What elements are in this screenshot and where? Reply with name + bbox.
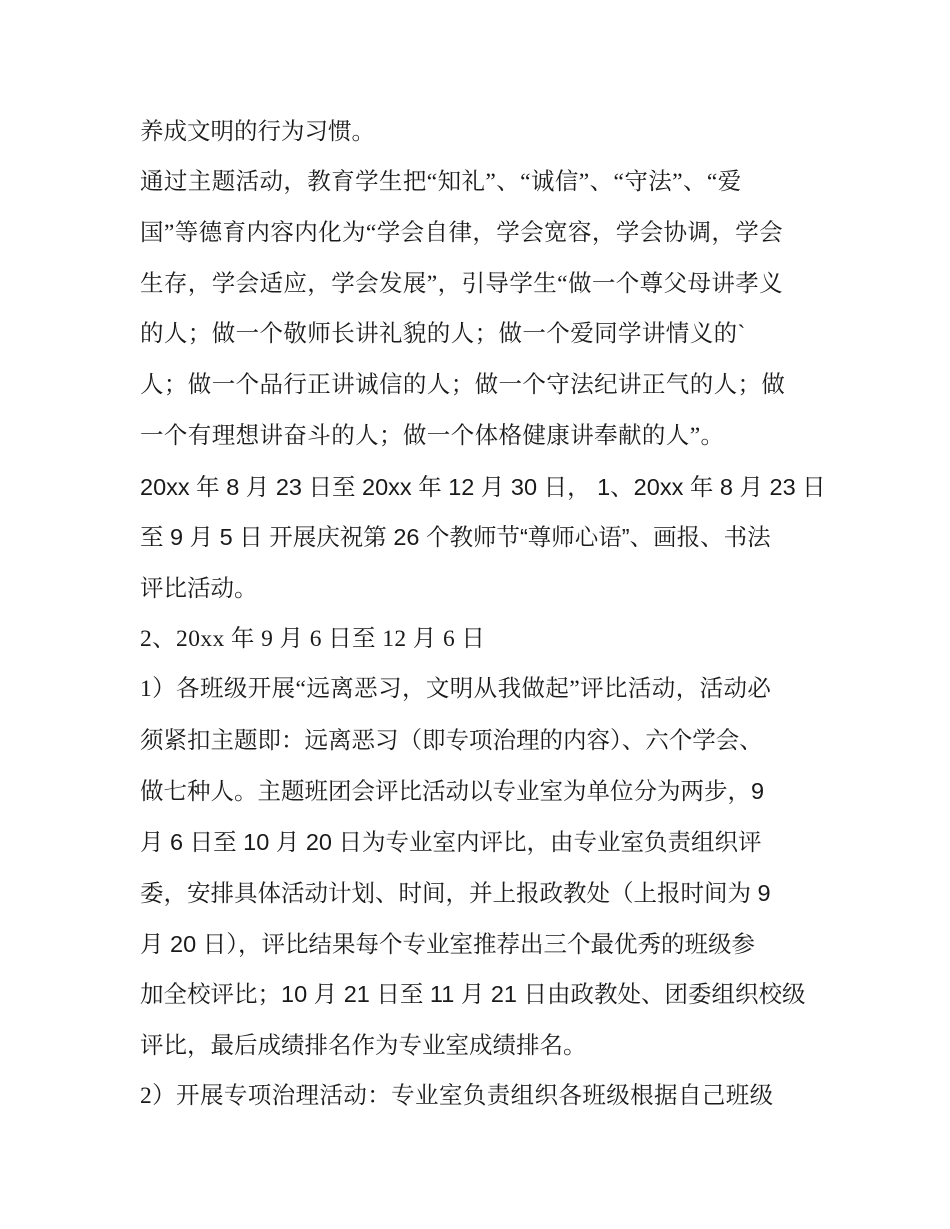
text-line: 委，安排具体活动计划、时间，并上报政教处（上报时间为 9 <box>140 880 771 906</box>
text-line: 2）开展专项治理活动：专业室负责组织各班级根据自己班级 <box>140 1083 774 1109</box>
text-line: 1）各班级开展“远离恶习，文明从我做起”评比活动，活动必 <box>140 676 772 702</box>
text-line: 一个有理想讲奋斗的人；做一个体格健康讲奉献的人”。 <box>140 423 725 449</box>
text-line: 国”等德育内容内化为“学会自律，学会宽容，学会协调，学会 <box>140 220 784 246</box>
text-line: 至 9 月 5 日 开展庆祝第 26 个教师节“尊师心语”、画报、书法 <box>140 524 771 550</box>
text-line: 的人；做一个敬师长讲礼貌的人；做一个爱同学讲情义的` <box>140 321 746 347</box>
text-line: 月 6 日至 10 月 20 日为专业室内评比，由专业室负责组织评 <box>140 829 762 855</box>
text-line: 2、20xx 年 9 月 6 日至 12 月 6 日 <box>140 626 486 652</box>
text-line: 养成文明的行为习惯。 <box>140 118 375 144</box>
text-line: 人；做一个品行正讲诚信的人；做一个守法纪讲正气的人；做 <box>140 372 786 398</box>
text-line: 通过主题活动，教育学生把“知礼”、“诚信”、“守法”、“爱 <box>140 169 742 195</box>
text-line: 月 20 日），评比结果每个专业室推荐出三个最优秀的班级参 <box>140 931 755 957</box>
text-line: 20xx 年 8 月 23 日至 20xx 年 12 月 30 日， 1、20xx 年 8 月 23 日 <box>140 474 826 500</box>
text-line: 须紧扣主题即：远离恶习（即专项治理的内容）、六个学会、 <box>140 727 763 753</box>
text-line: 评比，最后成绩排名作为专业室成绩排名。 <box>140 1032 587 1058</box>
text-line: 做七种人。主题班团会评比活动以专业室为单位分为两步，9 <box>140 778 765 804</box>
text-line: 加全校评比；10 月 21 日至 11 月 21 日由政教处、团委组织校级 <box>140 981 806 1007</box>
text-line: 评比活动。 <box>140 575 258 601</box>
text-line: 生存，学会适应，学会发展”，引导学生“做一个尊父母讲孝义 <box>140 271 784 297</box>
